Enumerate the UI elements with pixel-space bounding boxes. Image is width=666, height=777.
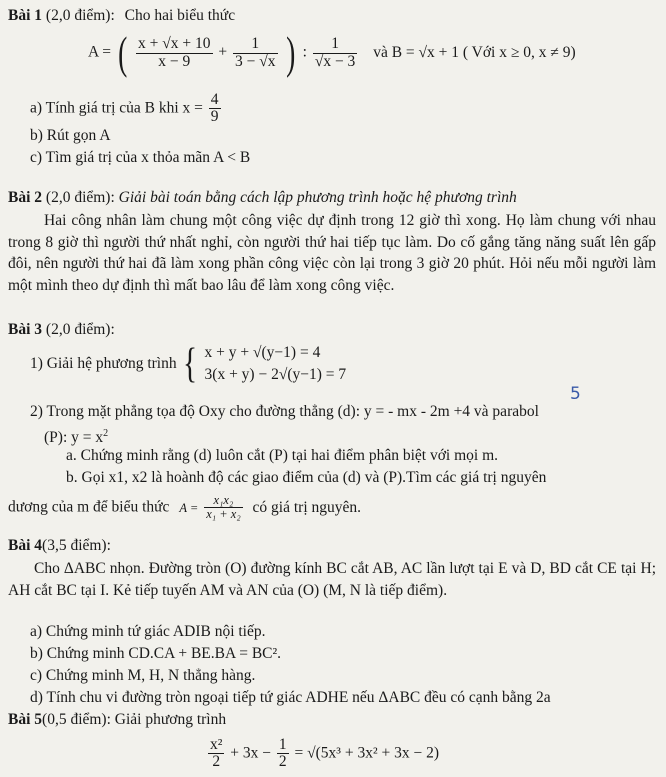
fraction-2 [233,36,278,70]
bai3-header [8,320,656,340]
bai5-mid: + 3x − [230,744,272,762]
fraction-3-den: √x − 3 [314,52,356,70]
bai1-intro: Cho hai biểu thức [124,7,236,24]
fraction-3 [313,36,358,70]
bai1-label: Bài 1 [8,7,43,24]
expr-fraction [204,494,242,521]
system-eq-2: 3(x + y) − 2√(y−1) = 7 [204,366,347,383]
bai3-b3-text: có giá trị nguyên. [252,498,362,516]
plus-sign: + [218,43,228,61]
bai4-header [8,536,656,556]
bai5-frac-x2 [208,737,224,771]
bai5-equation [206,734,656,772]
bai5-frac-half-den: 2 [278,752,287,770]
expr-a-label: A = [179,500,199,515]
handwritten-5: 5 [570,384,581,404]
bai5-rhs: = √(5x³ + 3x² + 3x − 2) [294,744,439,762]
bai4-body: Cho ΔABC nhọn. Đường tròn (O) đường kính BC cắt AB, AC lần lượt tại E và D, BD cắt CE tại H; AH cắt BC tại I. Kẻ tiếp tuyến AM và AN của (O) (M, N là tiếp điểm). [8,560,656,599]
bai4-part-a: a) Chứng minh tứ giác ADIB nội tiếp. [30,623,266,640]
fraction-1-num: x + √x + 10 [138,35,211,53]
bai1-part-a [30,92,656,126]
bai4-part-c: c) Chứng minh M, H, N thẳng hàng. [30,667,256,684]
fraction-4-9-den: 9 [210,108,219,126]
bai2-title: Giải bài toán bằng cách lập phương trình hoặc hệ phương trình [118,189,517,206]
bai5-label: Bài 5 [8,711,43,728]
bai5-header [8,710,656,730]
bai1-header [8,6,656,26]
fraction-2-num: 1 [233,36,278,53]
left-paren: ( [117,27,128,78]
bai2-points: (2,0 điểm): [45,189,115,206]
fraction-1-den: x − 9 [158,52,191,70]
parabol-text: (P): y = x [44,429,104,447]
expr-num: x₁x₂ [204,494,242,508]
bai3-p1-text: 1) Giải hệ phương trình [30,355,177,372]
system-brace: { [183,341,198,387]
bai2-header [8,188,656,208]
bai1-points: (2,0 điểm): [45,7,115,24]
bai3-part-b-cont [8,494,656,521]
bai2-body: Hai công nhân làm chung một công việc dự định trong 12 giờ thì xong. Họ làm chung với nhau trong 8 giờ thì người thứ nhất nghỉ, còn người thứ hai tiếp tục làm. Do cố gắng tăng năng suất lên gấp đôi, nên người thứ hai đã làm xong phần công việc còn lại trong 3 giờ 20 phút. Hỏi nếu mỗi người làm một mình theo dự định thì mất bao lâu để làm xong công việc. [8,212,656,294]
bai4-label: Bài 4 [8,537,43,554]
fraction-1 [136,36,213,70]
bai5-frac-x2-num: x² [210,735,223,753]
bai5-frac-x2-den: 2 [212,752,221,770]
equation-system [205,342,347,386]
fraction-2-den: 3 − √x [235,52,276,70]
bai4-part-d: d) Tính chu vi đường tròn ngoại tiếp tứ giác ADHE nếu ΔABC đều có cạnh bằng 2a [30,689,551,706]
formula-b: và B = √x + 1 ( Với x ≥ 0, x ≠ 9) [373,43,576,61]
fraction-3-num: 1 [313,36,358,53]
bai3-part-b: b. Gọi x1, x2 là hoành độ các giao điểm của (d) và (P).Tìm các giá trị nguyên [66,469,547,486]
bai1-a-text: a) Tính giá trị của B khi x = [30,99,203,117]
right-paren: ) [286,27,296,78]
bai1-formula [88,27,656,78]
bai4-points: (3,5 điểm): [42,537,111,554]
fraction-4-9 [209,92,221,126]
bai4-part-b: b) Chứng minh CD.CA + BE.BA = BC². [30,645,282,662]
expr-den: x₁ + x₂ [206,507,241,522]
bai3-b2-text: dương của m để biểu thức [8,498,170,516]
bai3-label: Bài 3 [8,321,43,338]
bai5-frac-half-num: 1 [278,735,287,753]
bai1-part-c: c) Tìm giá trị của x thỏa mãn A < B [30,149,251,166]
fraction-4-9-num: 4 [210,91,219,108]
bai3-part-2: 2) Trong mặt phẳng tọa độ Oxy cho đường thẳng (d): y = - mx - 2m +4 và parabol [30,403,539,420]
bai5-frac-half [277,737,289,771]
bai2-label: Bài 2 [8,189,43,206]
bai1-part-b: b) Rút gọn A [30,127,111,144]
formula-a-label: A = [88,43,111,61]
bai3-part-a: a. Chứng minh rằng (d) luôn cắt (P) tại hai điểm phân biệt với mọi m. [66,447,499,464]
colon-sign: : [302,43,307,61]
bai3-part-1 [30,342,656,386]
system-eq-1: x + y + √(y−1) = 4 [204,344,321,361]
bai3-points: (2,0 điểm): [45,321,115,338]
bai5-points: (0,5 điểm): [42,711,111,728]
bai5-title: Giải phương trình [114,711,227,728]
bai3-parabol: (P): $y = x^2$ [44,428,109,447]
